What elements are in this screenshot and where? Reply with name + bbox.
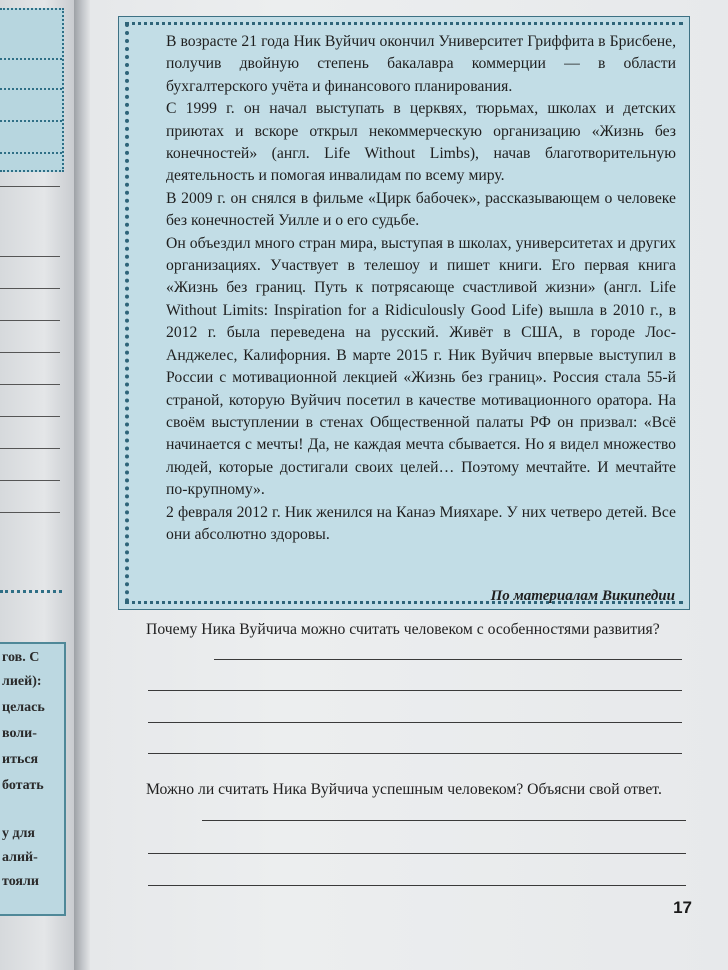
left-page-edge bbox=[0, 0, 74, 970]
article-text bbox=[166, 31, 676, 546]
left-page-dotted-rule bbox=[0, 152, 62, 154]
left-page-rule bbox=[0, 512, 60, 513]
answer-line[interactable] bbox=[148, 690, 682, 691]
left-page-dotted-rule bbox=[0, 120, 62, 122]
left-page-dotted-rule bbox=[0, 88, 62, 90]
article-box bbox=[118, 16, 690, 610]
left-page-rule bbox=[0, 352, 60, 353]
answer-line[interactable] bbox=[202, 820, 686, 821]
question-1: Почему Ника Вуйчича можно считать человеком с особенностями развития? bbox=[146, 621, 660, 638]
book-gutter bbox=[74, 0, 90, 970]
left-page-rule bbox=[0, 416, 60, 417]
left-page-fragment: воли- bbox=[2, 726, 37, 741]
answer-line[interactable] bbox=[148, 722, 682, 723]
left-page-fragment: иться bbox=[2, 752, 39, 767]
article-paragraph: С 1999 г. он начал выступать в церквях, тюрьмах, школах и детских приютах и вскоре открыл некоммерческую организацию «Жизнь без конечностей» (англ. Life Without Limbs), начав благотворительную деятельность и помогая инвалидам по всему миру. bbox=[166, 100, 676, 185]
answer-line[interactable] bbox=[148, 853, 686, 854]
left-page-rule bbox=[0, 186, 60, 187]
answer-line[interactable] bbox=[148, 885, 686, 886]
left-page-dotted-divider bbox=[0, 590, 62, 593]
article-paragraph: Он объездил много стран мира, выступая в школах, университетах и других организациях. Участвует в телешоу и пишет книги. Его первая книга «Жизнь без границ. Путь к потрясающе счастливой жизни» (англ. Life Without Limits: Inspiration for a Ridiculously Good Life) вышла в 2010 г., в 2012 г. была переведена на русский. Живёт в США, в городе Лос-Анджелес, Калифорния. В марте 2015 г. Ник Вуйчич впервые выступил в России с мотивационной лекцией «Жизнь без границ». Россия стала 55-й страной, которую Вуйчич посетил в качестве мотивационного оратора. На своём выступлении в стенах Общественной палаты РФ он призвал: «Всё начинается с мечты! Да, не каждая мечта сбывается. Но я видел множество людей, которые достигали своих целей… Поэтому мечтайте. И мечтайте по-крупному». bbox=[166, 234, 676, 499]
left-page-fragment: гов. С bbox=[2, 650, 40, 665]
article-paragraph: 2 февраля 2012 г. Ник женился на Канаэ Мияхаре. У них четверо детей. Все они абсолютно здоровы. bbox=[166, 503, 676, 543]
left-page-fragment: целась bbox=[2, 700, 45, 715]
article-paragraph: В возрасте 21 года Ник Вуйчич окончил Университет Гриффита в Брисбене, получив двойную степень бакалавра коммерции — в области бухгалтерского учёта и финансового планирования. bbox=[166, 33, 676, 95]
answer-line[interactable] bbox=[148, 753, 682, 754]
left-page-dotted-box bbox=[0, 8, 64, 172]
right-page bbox=[90, 0, 728, 970]
left-page-rule bbox=[0, 256, 60, 257]
left-page-rule bbox=[0, 384, 60, 385]
article-box-dotted-border bbox=[125, 22, 683, 25]
page-number: 17 bbox=[673, 898, 692, 917]
question-2: Можно ли считать Ника Вуйчича успешным человеком? Объясни свой ответ. bbox=[146, 781, 662, 798]
left-page-dotted-rule bbox=[0, 58, 62, 60]
left-page-rule bbox=[0, 448, 60, 449]
article-box-dotted-border bbox=[125, 23, 129, 603]
left-page-fragment: у для bbox=[2, 826, 36, 841]
left-page-rule bbox=[0, 480, 60, 481]
article-paragraph: В 2009 г. он снялся в фильме «Цирк бабочек», рассказывающем о человеке без конечностей Уилле и о его судьбе. bbox=[166, 189, 676, 230]
left-page-fragment: алий- bbox=[2, 850, 38, 865]
left-page-rule bbox=[0, 288, 60, 289]
article-source: По материалам Википедии bbox=[490, 588, 675, 604]
left-page-fragment: лией): bbox=[2, 674, 42, 689]
left-page-frame bbox=[0, 642, 66, 916]
left-page-fragment: тояли bbox=[2, 874, 39, 889]
answer-line[interactable] bbox=[214, 659, 682, 660]
left-page-fragment: ботать bbox=[2, 778, 44, 793]
left-page-rule bbox=[0, 320, 60, 321]
